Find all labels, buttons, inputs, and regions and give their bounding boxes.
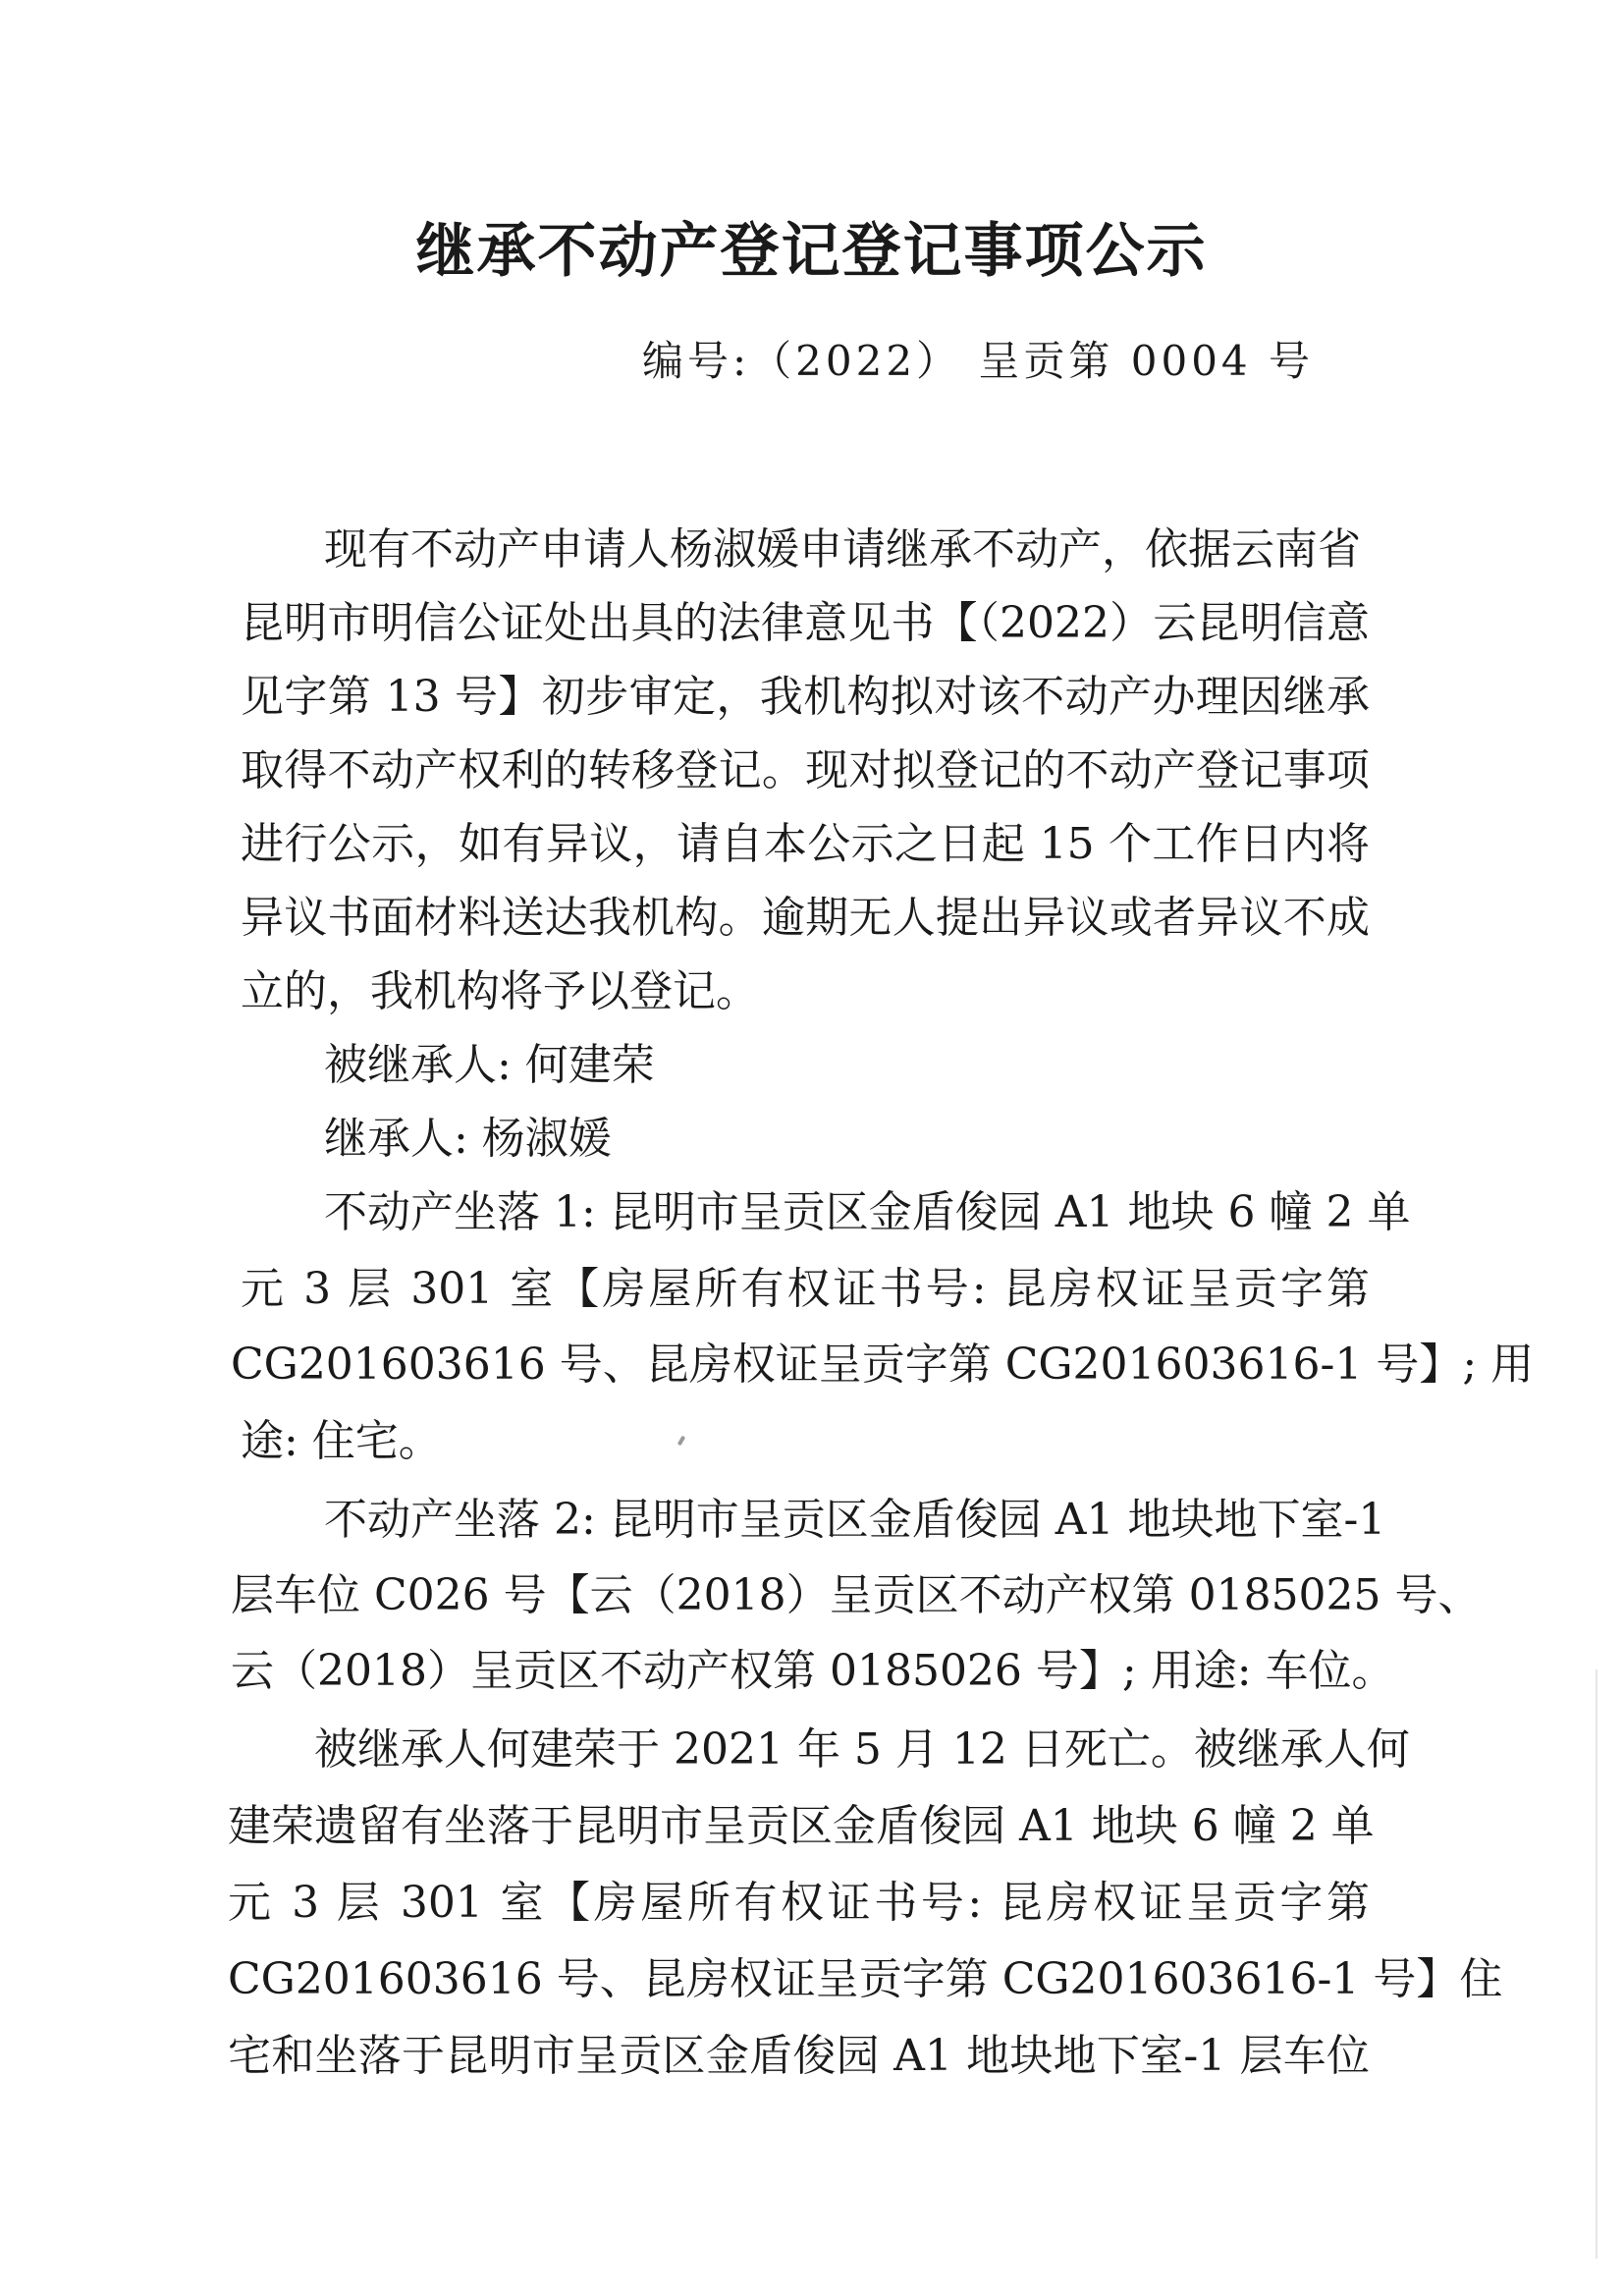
property-1-line: CG201603616 号、昆房权证呈贡字第 CG201603616-1 号】; 用 — [231, 1339, 1535, 1390]
body-line: 元 3 层 301 室【房屋所有权证书号: 昆房权证呈贡字第 — [228, 1878, 1370, 1928]
body-line: 建荣遗留有坐落于昆明市呈贡区金盾俊园 A1 地块 6 幢 2 单 — [228, 1801, 1375, 1851]
body-line: CG201603616 号、昆房权证呈贡字第 CG201603616-1 号】住 — [228, 1954, 1503, 2004]
body-line: 取得不动产权利的转移登记。现对拟登记的不动产登记事项 — [241, 745, 1370, 795]
body-line: 宅和坐落于昆明市呈贡区金盾俊园 A1 地块地下室-1 层车位 — [228, 2031, 1370, 2081]
document-number: 编号:（2022） 呈贡第 0004 号 — [642, 337, 1314, 385]
property-2-line: 云（2018）呈贡区不动产权第 0185026 号】; 用途: 车位。 — [231, 1646, 1395, 1696]
property-1-line: 元 3 层 301 室【房屋所有权证书号: 昆房权证呈贡字第 — [241, 1264, 1370, 1314]
body-line: 昆明市明信公证处出具的法律意见书【（2022）云昆明信意 — [241, 598, 1370, 648]
body-line: 见字第 13 号】初步审定，我机构拟对该不动产办理因继承 — [241, 672, 1370, 722]
heir-line: 继承人: 杨淑媛 — [324, 1114, 612, 1164]
scan-speck — [677, 1436, 685, 1447]
body-line: 异议书面材料送达我机构。逾期无人提出异议或者异议不成 — [241, 893, 1370, 943]
body-line: 现有不动产申请人杨淑媛申请继承不动产，依据云南省 — [324, 524, 1361, 574]
property-1-line: 途: 住宅。 — [241, 1416, 442, 1466]
document-title: 继承不动产登记登记事项公示 — [415, 217, 1208, 286]
body-line: 进行公示，如有异议，请自本公示之日起 15 个工作日内将 — [241, 819, 1370, 869]
property-1-line: 不动产坐落 1: 昆明市呈贡区金盾俊园 A1 地块 6 幢 2 单 — [324, 1187, 1411, 1237]
body-line: 立的，我机构将予以登记。 — [241, 966, 759, 1016]
property-2-line: 层车位 C026 号【云（2018）呈贡区不动产权第 0185025 号、 — [231, 1570, 1482, 1620]
scan-edge-mark — [1596, 1669, 1597, 2259]
property-2-line: 不动产坐落 2: 昆明市呈贡区金盾俊园 A1 地块地下室-1 — [324, 1495, 1386, 1545]
body-line: 被继承人何建荣于 2021 年 5 月 12 日死亡。被继承人何 — [314, 1724, 1410, 1775]
decedent-line: 被继承人: 何建荣 — [324, 1040, 655, 1090]
